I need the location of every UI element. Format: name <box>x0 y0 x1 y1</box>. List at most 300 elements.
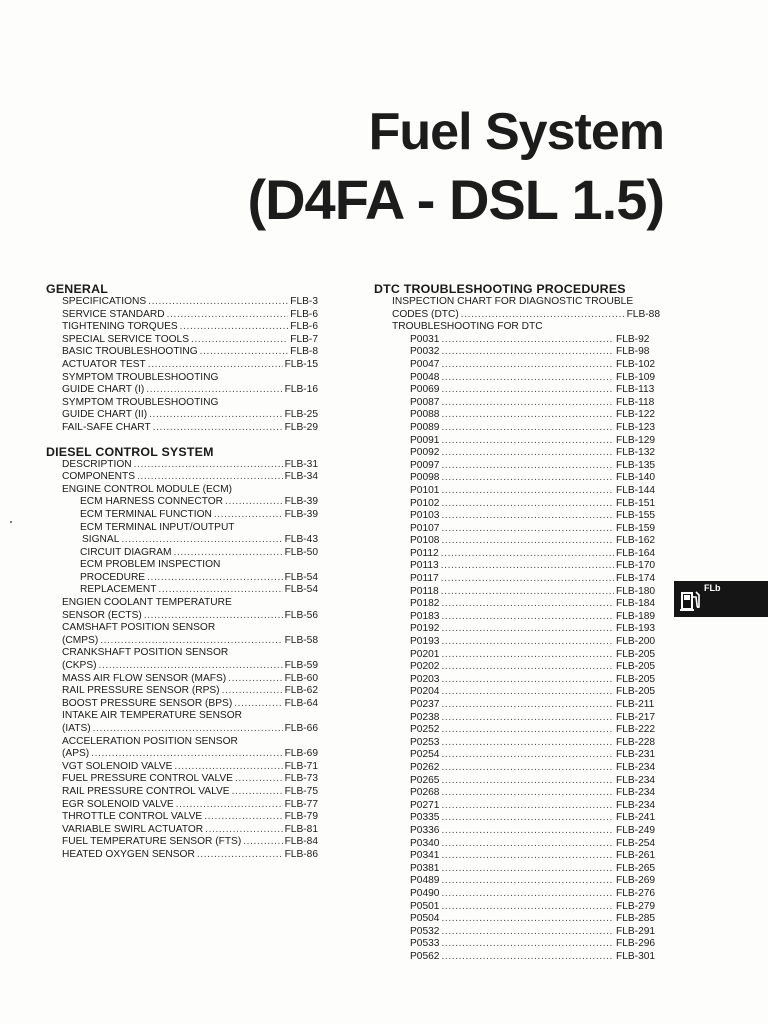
leader-dots <box>441 712 614 725</box>
toc-entry-title: VARIABLE SWIRL ACTUATOR <box>62 823 204 835</box>
toc-entry-page: FLB-162 <box>616 535 656 547</box>
dtc-code-entry[interactable] <box>374 649 660 662</box>
dtc-code-entry[interactable] <box>374 825 660 838</box>
toc-entry-page: FLB-301 <box>616 950 656 962</box>
toc-entry[interactable] <box>46 698 318 711</box>
toc-entry[interactable] <box>46 296 318 309</box>
dtc-code-entry[interactable] <box>374 397 660 410</box>
leader-dots <box>441 926 614 939</box>
dtc-code-entry[interactable] <box>374 712 660 725</box>
dtc-code-entry[interactable] <box>374 623 660 636</box>
toc-entry-title: VGT SOLENOID VALVE <box>62 760 173 772</box>
leader-dots <box>441 737 614 750</box>
dtc-code: P0047 <box>410 358 440 370</box>
toc-entry-title: THROTTLE CONTROL VALVE <box>62 811 203 823</box>
dtc-code-entry[interactable] <box>374 913 660 926</box>
dtc-code-entry[interactable] <box>374 334 660 347</box>
dtc-code-entry[interactable] <box>374 435 660 448</box>
leader-dots <box>441 485 614 498</box>
toc-entry-page: FLB-54 <box>284 571 318 583</box>
leader-dots <box>234 698 282 711</box>
leader-dots <box>441 838 614 851</box>
toc-entry-page: FLB-189 <box>616 610 656 622</box>
toc-entry-page: FLB-261 <box>616 850 656 862</box>
leader-dots <box>441 875 614 888</box>
toc-entry[interactable] <box>46 409 318 422</box>
leader-dots <box>441 888 614 901</box>
toc-entry[interactable] <box>46 534 318 547</box>
toc-entry-page: FLB-84 <box>284 836 318 848</box>
leader-dots <box>441 762 614 775</box>
leader-dots <box>441 812 614 825</box>
toc-entry-title: (APS) <box>62 748 90 760</box>
dtc-code: P0048 <box>410 371 440 383</box>
leader-dots <box>441 686 614 699</box>
dtc-code-entry[interactable] <box>374 548 660 561</box>
dtc-code-entry[interactable] <box>374 749 660 762</box>
toc-entry-page: FLB-6 <box>290 308 318 320</box>
leader-dots <box>441 435 614 448</box>
toc-entry-page: FLB-15 <box>284 358 318 370</box>
toc-entry-page: FLB-64 <box>284 697 318 709</box>
leader-dots <box>167 309 289 322</box>
toc-entry-page: FLB-43 <box>284 534 318 546</box>
dtc-code: P0204 <box>410 686 440 698</box>
toc-entry-page: FLB-241 <box>616 812 656 824</box>
toc-entry-title: GUIDE CHART (I) <box>62 384 145 396</box>
toc-entry-title: SENSOR (ECTS) <box>62 609 142 621</box>
leader-dots <box>441 901 614 914</box>
toc-entry[interactable] <box>46 359 318 372</box>
toc-entry[interactable] <box>46 471 318 484</box>
toc-entry-page: FLB-62 <box>284 685 318 697</box>
toc-entry[interactable] <box>46 496 318 509</box>
dtc-code: P0101 <box>410 484 440 496</box>
toc-entry-title: CODES (DTC) <box>392 308 459 320</box>
toc-entry[interactable] <box>46 309 318 322</box>
dtc-code-entry[interactable] <box>374 875 660 888</box>
dtc-code-entry[interactable] <box>374 901 660 914</box>
toc-entry-line1: CAMSHAFT POSITION SENSOR <box>62 622 216 634</box>
toc-entry-title: RAIL PRESSURE SENSOR (RPS) <box>62 685 220 697</box>
leader-dots <box>214 509 283 522</box>
toc-entry-line1: ECM PROBLEM INSPECTION <box>80 559 221 571</box>
toc-entry-page: FLB-56 <box>284 609 318 621</box>
dtc-code-entry[interactable] <box>374 699 660 712</box>
toc-entry[interactable] <box>46 660 318 673</box>
dtc-code: P0265 <box>410 774 440 786</box>
page-title-line1: Fuel System <box>368 103 664 161</box>
leader-dots <box>147 572 282 585</box>
toc-entry[interactable] <box>46 824 318 837</box>
toc-entry-title: SPECIAL SERVICE TOOLS <box>62 333 190 345</box>
dtc-code-entry[interactable] <box>374 498 660 511</box>
dtc-code: P0340 <box>410 837 440 849</box>
leader-dots <box>174 547 283 560</box>
sensor-list <box>46 597 318 861</box>
toc-entry-page: FLB-59 <box>284 660 318 672</box>
dtc-code: P0102 <box>410 497 440 509</box>
dtc-code: P0253 <box>410 736 440 748</box>
leader-dots <box>441 863 614 876</box>
toc-entry-title: REPLACEMENT <box>80 584 157 596</box>
dtc-code-entry[interactable] <box>374 838 660 851</box>
dtc-code-entry[interactable] <box>374 409 660 422</box>
toc-entry-page: FLB-98 <box>616 346 650 358</box>
toc-entry-page: FLB-291 <box>616 925 656 937</box>
toc-entry-page: FLB-66 <box>284 723 318 734</box>
leader-dots <box>441 850 614 863</box>
toc-entry[interactable] <box>46 610 318 623</box>
dtc-code: P0254 <box>410 749 440 761</box>
leader-dots <box>191 334 288 347</box>
dtc-code-entry[interactable] <box>374 586 660 599</box>
toc-entry-title: ECM HARNESS CONNECTOR <box>80 496 224 508</box>
toc-entry[interactable] <box>46 584 318 597</box>
toc-entry-page: FLB-151 <box>616 497 656 509</box>
toc-entry-page: FLB-269 <box>616 875 656 887</box>
dtc-code: P0262 <box>410 761 440 773</box>
toc-entry-page: FLB-205 <box>616 648 656 660</box>
toc-entry-page: FLB-123 <box>616 421 656 433</box>
toc-entry-page: FLB-39 <box>284 496 318 508</box>
dtc-code: P0335 <box>410 812 440 824</box>
dtc-code: P0097 <box>410 459 440 471</box>
leader-dots <box>441 586 614 599</box>
toc-entry[interactable] <box>46 635 318 648</box>
leader-dots <box>441 346 614 359</box>
leader-dots <box>441 472 614 485</box>
dtc-code: P0341 <box>410 850 440 862</box>
toc-entry-title: BASIC TROUBLESHOOTING <box>62 346 198 358</box>
leader-dots <box>134 459 283 472</box>
dtc-code: P0031 <box>410 333 440 345</box>
leader-dots <box>232 786 283 799</box>
dtc-code-entry[interactable] <box>374 447 660 460</box>
dtc-code: P0237 <box>410 699 440 710</box>
toc-entry-page: FLB-217 <box>616 711 656 723</box>
leader-dots <box>441 800 614 813</box>
toc-left-column <box>46 282 318 862</box>
toc-entry-page: FLB-285 <box>616 913 656 925</box>
leader-dots <box>441 661 614 674</box>
toc-entry-page: FLB-118 <box>616 396 655 408</box>
toc-entry[interactable] <box>46 748 318 761</box>
dtc-code: P0098 <box>410 472 440 484</box>
toc-entry-page: FLB-69 <box>284 748 318 760</box>
leader-dots <box>176 799 283 812</box>
leader-dots <box>441 775 614 788</box>
toc-entry[interactable] <box>46 786 318 799</box>
leader-dots <box>441 611 614 624</box>
toc-entry-page: FLB-234 <box>616 761 656 773</box>
leader-dots <box>441 384 614 397</box>
toc-entry-page: FLB-34 <box>284 471 318 483</box>
dtc-code: P0336 <box>410 824 440 836</box>
dtc-code: P0118 <box>410 585 439 597</box>
section-heading-general: GENERAL <box>46 282 108 296</box>
toc-entry-page: FLB-135 <box>616 459 656 471</box>
toc-entry[interactable] <box>46 384 318 397</box>
toc-entry-page: FLB-60 <box>284 672 318 684</box>
section-tab-label: FLb <box>704 583 721 593</box>
toc-entry[interactable] <box>46 685 318 698</box>
dtc-code-entry[interactable] <box>374 951 660 964</box>
toc-entry-page: FLB-254 <box>616 837 656 849</box>
dtc-code-entry[interactable] <box>374 636 660 649</box>
toc-entry-line1: ECM TERMINAL INPUT/OUTPUT <box>80 521 235 533</box>
leader-dots <box>441 749 614 762</box>
toc-entry-page: FLB-73 <box>284 773 318 785</box>
toc-entry-page: FLB-174 <box>616 573 656 585</box>
leader-dots <box>441 548 614 561</box>
dtc-code: P0113 <box>410 560 439 572</box>
leader-dots <box>441 460 614 473</box>
dtc-code: P0117 <box>410 573 439 585</box>
dtc-code-entry[interactable] <box>374 611 660 624</box>
dtc-code-entry[interactable] <box>374 737 660 750</box>
toc-entry-title: TIGHTENING TORQUES <box>62 321 178 333</box>
page-title-line2: (D4FA - DSL 1.5) <box>247 168 664 231</box>
toc-entry[interactable] <box>46 321 318 334</box>
toc-entry-page: FLB-31 <box>284 458 318 470</box>
dtc-code: P0201 <box>410 648 440 660</box>
section-tab[interactable] <box>674 581 768 617</box>
toc-entry[interactable] <box>46 811 318 824</box>
toc-entry[interactable] <box>46 547 318 560</box>
dtc-code-entry[interactable] <box>374 372 660 385</box>
dtc-code: P0504 <box>410 913 440 925</box>
toc-entry[interactable] <box>46 799 318 812</box>
toc-entry[interactable] <box>46 723 318 736</box>
dtc-code-entry[interactable] <box>374 573 660 586</box>
toc-entry-page: FLB-7 <box>290 333 318 345</box>
leader-dots <box>441 598 614 611</box>
dtc-code-entry[interactable] <box>374 384 660 397</box>
toc-entry-page: FLB-228 <box>616 736 656 748</box>
toc-entry-page: FLB-132 <box>616 447 656 459</box>
leader-dots <box>91 748 282 761</box>
dtc-code-entry[interactable] <box>374 812 660 825</box>
leader-dots <box>441 913 614 926</box>
toc-entry-page: FLB-79 <box>284 811 318 823</box>
dtc-code-entry[interactable] <box>374 775 660 788</box>
dtc-code: P0192 <box>410 623 440 635</box>
leader-dots <box>441 334 614 347</box>
dtc-code: P0381 <box>410 862 440 874</box>
leader-dots <box>441 951 614 964</box>
dtc-code: P0202 <box>410 661 440 673</box>
toc-entry-page: FLB-25 <box>284 409 318 421</box>
toc-entry-page: FLB-276 <box>616 887 656 899</box>
toc-entry-page: FLB-113 <box>616 384 655 396</box>
dtc-code-entry[interactable] <box>374 686 660 699</box>
dtc-code: P0238 <box>410 711 440 723</box>
leader-dots <box>222 685 283 698</box>
toc-entry-title: (IATS) <box>62 723 91 734</box>
leader-dots <box>148 296 288 309</box>
toc-entry-title: GUIDE CHART (II) <box>62 409 148 421</box>
leader-dots <box>235 773 283 786</box>
dtc-code-entry[interactable] <box>374 460 660 473</box>
toc-entry-page: FLB-75 <box>284 785 318 797</box>
toc-entry-page: FLB-164 <box>616 547 656 559</box>
toc-entry-page: FLB-200 <box>616 636 656 648</box>
toc-entry-page: FLB-81 <box>284 823 318 835</box>
toc-entry-title: SPECIFICATIONS <box>62 296 147 307</box>
leader-dots <box>441 510 614 523</box>
leader-dots <box>441 447 614 460</box>
leader-dots <box>441 623 614 636</box>
dtc-code-entry[interactable] <box>374 724 660 737</box>
toc-entry-line1: INSPECTION CHART FOR DIAGNOSTIC TROUBLE <box>392 296 634 307</box>
dtc-code-entry[interactable] <box>374 598 660 611</box>
toc-entry-page: FLB-88 <box>626 308 660 320</box>
leader-dots <box>174 761 282 774</box>
toc-entry-page: FLB-205 <box>616 661 656 673</box>
dtc-code: P0268 <box>410 787 440 799</box>
dtc-code-entry[interactable] <box>374 787 660 800</box>
dtc-code-entry[interactable] <box>374 674 660 687</box>
leader-dots <box>441 938 614 951</box>
toc-entry-page: FLB-296 <box>616 938 656 950</box>
general-list <box>46 296 318 435</box>
dtc-code-entry[interactable] <box>374 510 660 523</box>
toc-entry-line1: SYMPTOM TROUBLESHOOTING <box>62 371 219 383</box>
dtc-code-entry[interactable] <box>374 485 660 498</box>
toc-entry-page: FLB-205 <box>616 673 656 685</box>
dtc-code-entry[interactable] <box>374 888 660 901</box>
leader-dots <box>200 346 289 359</box>
toc-entry-title: FUEL PRESSURE CONTROL VALVE <box>62 773 233 785</box>
toc-entry-page: FLB-279 <box>616 900 656 912</box>
scan-speck <box>10 521 12 523</box>
toc-right-column <box>374 282 660 963</box>
toc-entry-page: FLB-3 <box>290 296 318 307</box>
leader-dots <box>243 836 282 849</box>
toc-entry[interactable] <box>46 836 318 849</box>
toc-entry-page: FLB-211 <box>616 699 655 710</box>
toc-entry-title: RAIL PRESSURE CONTROL VALVE <box>62 785 230 797</box>
dtc-code-entry[interactable] <box>374 359 660 372</box>
leader-dots <box>137 471 283 484</box>
toc-entry-page: FLB-102 <box>616 358 656 370</box>
toc-entry-page: FLB-109 <box>616 371 656 383</box>
leader-dots <box>228 673 282 686</box>
dtc-code: P0271 <box>410 799 440 811</box>
dtc-code: P0490 <box>410 887 440 899</box>
dtc-code-entry[interactable] <box>374 523 660 536</box>
dtc-code: P0252 <box>410 724 440 736</box>
leader-dots <box>441 498 614 511</box>
toc-entry-title: FAIL-SAFE CHART <box>62 421 151 433</box>
toc-entry-line1: ACCELERATION POSITION SENSOR <box>62 735 238 747</box>
dtc-code: P0203 <box>410 673 440 685</box>
dtc-code: P0108 <box>410 535 440 547</box>
dtc-code-entry[interactable] <box>374 472 660 485</box>
toc-entry[interactable] <box>374 309 660 322</box>
dtc-code-entry[interactable] <box>374 346 660 359</box>
dtc-code-entry[interactable] <box>374 938 660 951</box>
dtc-code: P0183 <box>410 610 440 622</box>
dtc-code-entry[interactable] <box>374 762 660 775</box>
toc-entry-page: FLB-71 <box>284 760 318 772</box>
dtc-code: P0562 <box>410 950 440 962</box>
dtc-code: P0107 <box>410 522 440 534</box>
leader-dots <box>205 824 282 837</box>
dtc-code-entry[interactable] <box>374 560 660 573</box>
dtc-code-entry[interactable] <box>374 661 660 674</box>
dtc-code: P0088 <box>410 409 440 421</box>
dtc-code-entry[interactable] <box>374 863 660 876</box>
toc-entry[interactable] <box>46 773 318 786</box>
toc-entry[interactable] <box>46 422 318 435</box>
toc-entry-title: BOOST PRESSURE SENSOR (BPS) <box>62 697 233 709</box>
dtc-code-entry[interactable] <box>374 926 660 939</box>
toc-entry-title: CIRCUIT DIAGRAM <box>80 546 172 558</box>
dtc-code-entry[interactable] <box>374 800 660 813</box>
toc-entry-page: FLB-50 <box>284 546 318 558</box>
leader-dots <box>441 422 614 435</box>
dtc-code: P0087 <box>410 396 440 408</box>
toc-entry-page: FLB-193 <box>616 623 656 635</box>
toc-entry-line1: CRANKSHAFT POSITION SENSOR <box>62 647 229 659</box>
toc-entry-line1: SYMPTOM TROUBLESHOOTING <box>62 396 219 408</box>
leader-dots <box>441 397 614 410</box>
leader-dots <box>441 409 614 422</box>
toc-entry-title: FUEL TEMPERATURE SENSOR (FTS) <box>62 836 242 848</box>
dtc-code-entry[interactable] <box>374 535 660 548</box>
dtc-code: P0032 <box>410 346 440 358</box>
toc-entry-title: DESCRIPTION <box>62 458 132 470</box>
leader-dots <box>441 649 614 662</box>
dtc-code-entry[interactable] <box>374 850 660 863</box>
toc-entry[interactable] <box>46 849 318 862</box>
toc-entry[interactable] <box>46 572 318 585</box>
leader-dots <box>441 359 614 372</box>
leader-dots <box>148 359 283 372</box>
toc-entry-page: FLB-180 <box>616 585 656 597</box>
toc-entry[interactable] <box>46 761 318 774</box>
toc-entry-page: FLB-205 <box>616 686 656 698</box>
toc-entry-page: FLB-16 <box>284 384 318 396</box>
toc-entry[interactable] <box>46 459 318 472</box>
toc-entry[interactable] <box>46 346 318 359</box>
leader-dots <box>441 787 614 800</box>
toc-entry-title: ACTUATOR TEST <box>62 358 146 370</box>
dtc-code: P0501 <box>410 900 440 912</box>
toc-entry-title: MASS AIR FLOW SENSOR (MAFS) <box>62 672 227 684</box>
toc-entry[interactable] <box>46 673 318 686</box>
leader-dots <box>93 723 283 736</box>
leader-dots <box>144 610 283 623</box>
dtc-code: P0103 <box>410 510 440 522</box>
toc-entry[interactable] <box>46 509 318 522</box>
toc-entry[interactable] <box>46 334 318 347</box>
dtc-code: P0112 <box>410 547 439 559</box>
toc-entry-title: ECM TERMINAL FUNCTION <box>80 508 212 520</box>
toc-entry-title: HEATED OXYGEN SENSOR <box>62 848 195 860</box>
dtc-code-entry[interactable] <box>374 422 660 435</box>
toc-entry-page: FLB-54 <box>284 584 318 596</box>
toc-entry-page: FLB-58 <box>284 634 318 646</box>
leader-dots <box>204 811 282 824</box>
leader-dots <box>441 523 614 536</box>
toc-entry-title: (CKPS) <box>62 660 97 672</box>
dtc-code: P0092 <box>410 447 440 459</box>
toc-entry-page: FLB-140 <box>616 472 656 484</box>
toc-entry-page: FLB-231 <box>616 749 656 761</box>
